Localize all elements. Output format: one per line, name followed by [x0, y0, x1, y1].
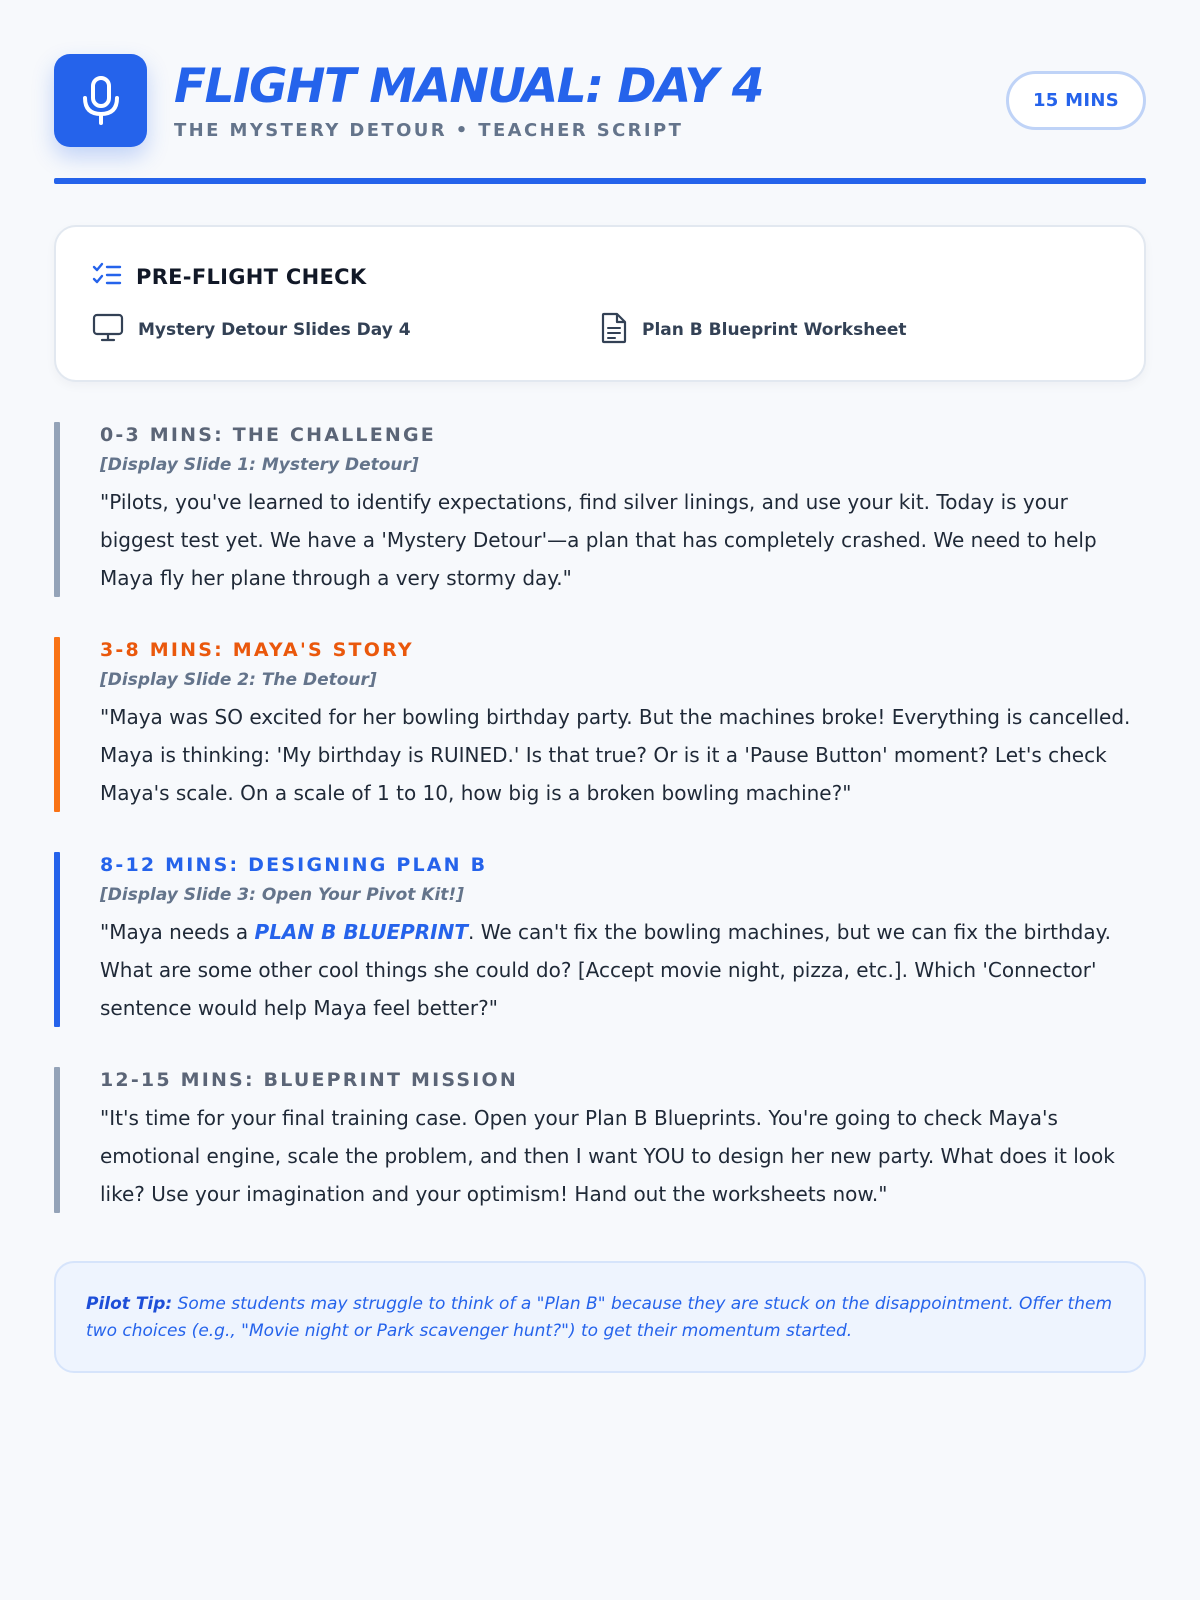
title-block: [174, 54, 763, 141]
script-text: "Maya needs a: [100, 920, 255, 944]
section-slide-cue: [Display Slide 2: The Detour]: [100, 670, 377, 690]
section-slide-cue: [Display Slide 1: Mystery Detour]: [100, 455, 419, 475]
section-script: [100, 913, 1146, 1027]
pilot-tip-label: Pilot Tip:: [86, 1294, 173, 1314]
page-header: [54, 54, 1146, 180]
microphone-icon: [54, 54, 147, 147]
section-accent-bar: [54, 1067, 60, 1213]
duration-badge: 15 MINS: [1006, 71, 1146, 130]
page-subtitle: THE MYSTERY DETOUR • TEACHER SCRIPT: [174, 120, 684, 141]
section-script: "Pilots, you've learned to identify expectations, find silver linings, and use your kit. Today is your biggest test yet. We have a 'Mystery Detour'—a plan that has completely crashed. We need to help Maya fly her plane through a very stormy day.": [100, 490, 1097, 590]
section-accent-bar: [54, 422, 60, 597]
preflight-item-worksheet: [600, 314, 1108, 346]
section-accent-bar: [54, 852, 60, 1027]
section-challenge: [54, 422, 1146, 597]
preflight-items: [92, 314, 1108, 346]
pilot-tip-box: [54, 1261, 1146, 1373]
section-title: 3-8 MINS: MAYA'S STORY: [100, 639, 414, 661]
section-script: "Maya was SO excited for her bowling birthday party. But the machines broke! Everything is cancelled. Maya is thinking: 'My birthday is RUINED.' Is that true? Or is it a 'Pause Button' moment? Let's check Maya's scale. On a scale of 1 to 10, how big is a broken bowling machine?": [100, 705, 1131, 805]
section-title: 8-12 MINS: DESIGNING PLAN B: [100, 854, 488, 876]
section-script: "It's time for your final training case. Open your Plan B Blueprints. You're going to check Maya's emotional engine, scale the problem, and then I want YOU to design her new party. What does it look like? Use your imagination and your optimism! Hand out the worksheets now.": [100, 1106, 1115, 1206]
checklist-icon: [92, 262, 122, 292]
preflight-item-slides: [92, 314, 600, 346]
plan-b-blueprint-emphasis: PLAN B BLUEPRINT: [254, 920, 468, 944]
script-sections: [54, 422, 1146, 1213]
preflight-card: [54, 225, 1146, 382]
preflight-header: [92, 263, 1108, 291]
monitor-icon: [92, 313, 124, 347]
section-blueprint-mission: [54, 1067, 1146, 1213]
preflight-item-label: Plan B Blueprint Worksheet: [642, 320, 907, 340]
section-plan-b: [54, 852, 1146, 1027]
pilot-tip-text: Some students may struggle to think of a "Plan B" because they are stuck on the disappointment. Offer them two choices (e.g., "Movie night or Park scavenger hunt?") to get their momentum started.: [86, 1294, 1113, 1341]
section-title: 0-3 MINS: THE CHALLENGE: [100, 424, 436, 446]
section-accent-bar: [54, 637, 60, 812]
script-text: . We can't fix the bowling machines, but we can fix the birthday. What are some other cool things she could do? [Accept movie night, pizza, etc.]. Which 'Connector' sentence would help Maya feel better?": [100, 920, 1111, 1020]
section-title: 12-15 MINS: BLUEPRINT MISSION: [100, 1069, 518, 1091]
preflight-title: PRE-FLIGHT CHECK: [136, 265, 367, 289]
section-maya-story: [54, 637, 1146, 812]
page-title: FLIGHT MANUAL: DAY 4: [174, 59, 763, 114]
document-icon: [600, 312, 628, 348]
preflight-item-label: Mystery Detour Slides Day 4: [138, 320, 411, 340]
section-slide-cue: [Display Slide 3: Open Your Pivot Kit!]: [100, 885, 464, 905]
